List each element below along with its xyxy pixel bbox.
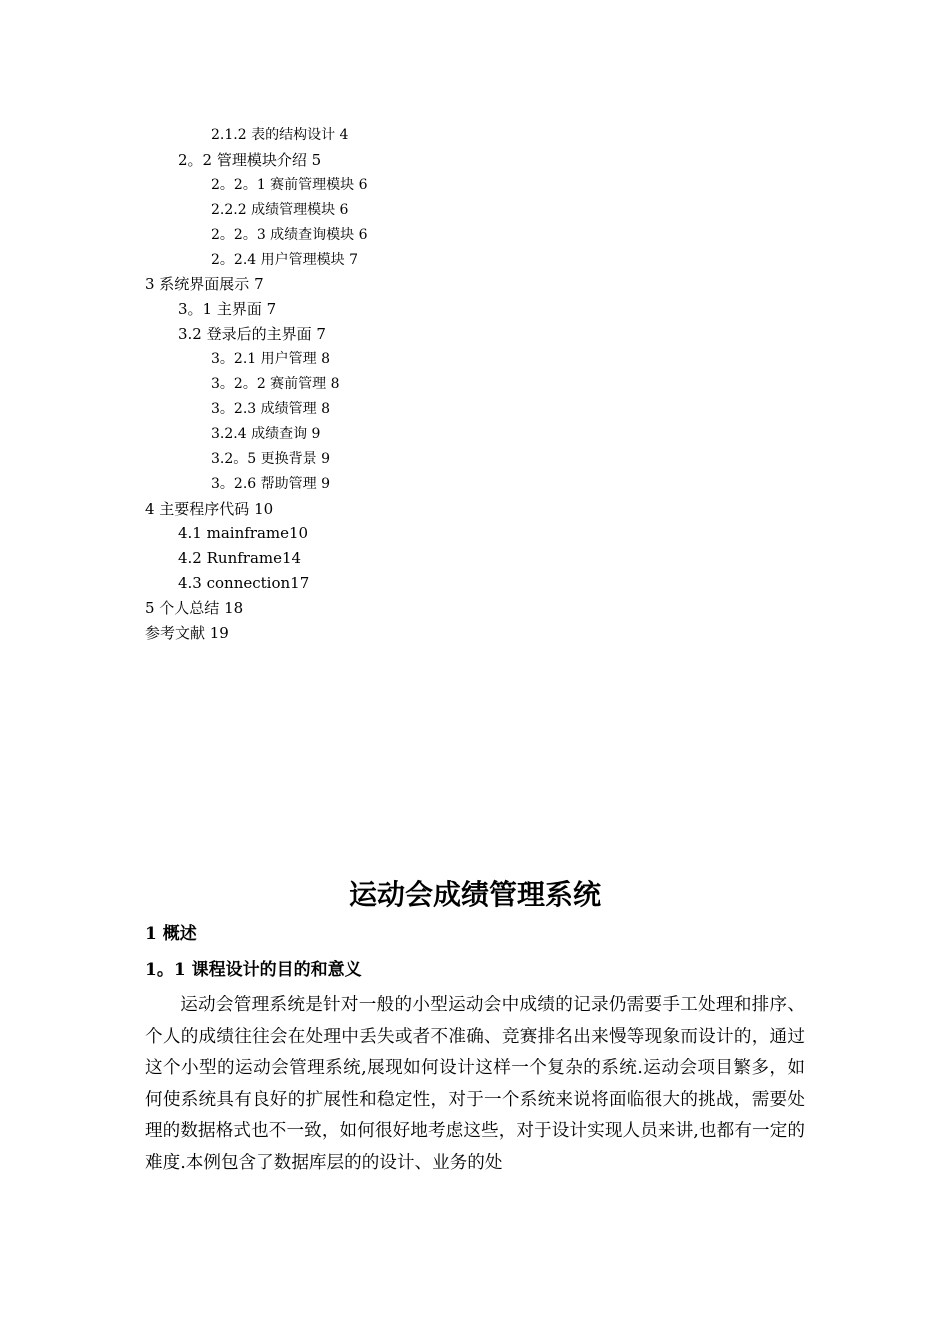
toc-entry[interactable]: 2。2。1 赛前管理模块 6 (211, 176, 368, 193)
toc-entry[interactable]: 3。2。2 赛前管理 8 (211, 376, 340, 392)
toc-entry[interactable]: 3.2。5 更换背景 9 (211, 450, 330, 467)
toc-entry[interactable]: 3.2.4 成绩查询 9 (211, 425, 321, 442)
toc-entry[interactable]: 5 个人总结 18 (145, 599, 244, 618)
body-paragraph: 运动会管理系统是针对一般的小型运动会中成绩的记录仍需要手工处理和排序、个人的成绩往往会在处理中丢失或者不准确、竞赛排名出来慢等现象而设计的，通过这个小型的运动会管理系统,展现如何设计这样一个复杂的系统.运动会项目繁多，如何使系统具有良好的扩展性和稳定性，对于一个系统来说将面临很大的挑战，需要处理的数据格式也不一致，如何很好地考虑这些，对于设计实现人员来讲,也都有一定的难度.本例包含了数据库层的的设计、业务的处 (145, 995, 805, 1173)
section-heading-overview: 1 概述 (145, 924, 197, 944)
toc-entry[interactable]: 4.2 Runframe14 (178, 549, 302, 568)
document-title: 运动会成绩管理系统 (348, 878, 601, 911)
toc-entry[interactable]: 4.1 mainframe10 (178, 524, 309, 543)
toc-entry[interactable]: 参考文献 19 (145, 624, 229, 642)
toc-entry[interactable]: 2。2 管理模块介绍 5 (178, 150, 322, 169)
subsection-heading-purpose: 1。1 课程设计的目的和意义 (145, 960, 362, 980)
toc-entry[interactable]: 3。2.1 用户管理 8 (211, 351, 330, 368)
toc-entry[interactable]: 3。2.3 成绩管理 8 (211, 400, 330, 417)
toc-entry[interactable]: 3 系统界面展示 7 (145, 275, 264, 294)
toc-entry[interactable]: 3.2 登录后的主界面 7 (178, 325, 326, 344)
toc-entry[interactable]: 2.1.2 表的结构设计 4 (211, 127, 349, 143)
toc-entry[interactable]: 4.3 connection17 (178, 574, 310, 593)
toc-entry[interactable]: 3。1 主界面 7 (178, 300, 277, 319)
toc-entry[interactable]: 3。2.6 帮助管理 9 (211, 475, 330, 492)
toc-entry[interactable]: 2.2.2 成绩管理模块 6 (211, 201, 349, 218)
toc-entry[interactable]: 4 主要程序代码 10 (145, 499, 274, 518)
toc-entry[interactable]: 2。2.4 用户管理模块 7 (211, 251, 358, 268)
toc-entry[interactable]: 2。2。3 成绩查询模块 6 (211, 226, 368, 243)
